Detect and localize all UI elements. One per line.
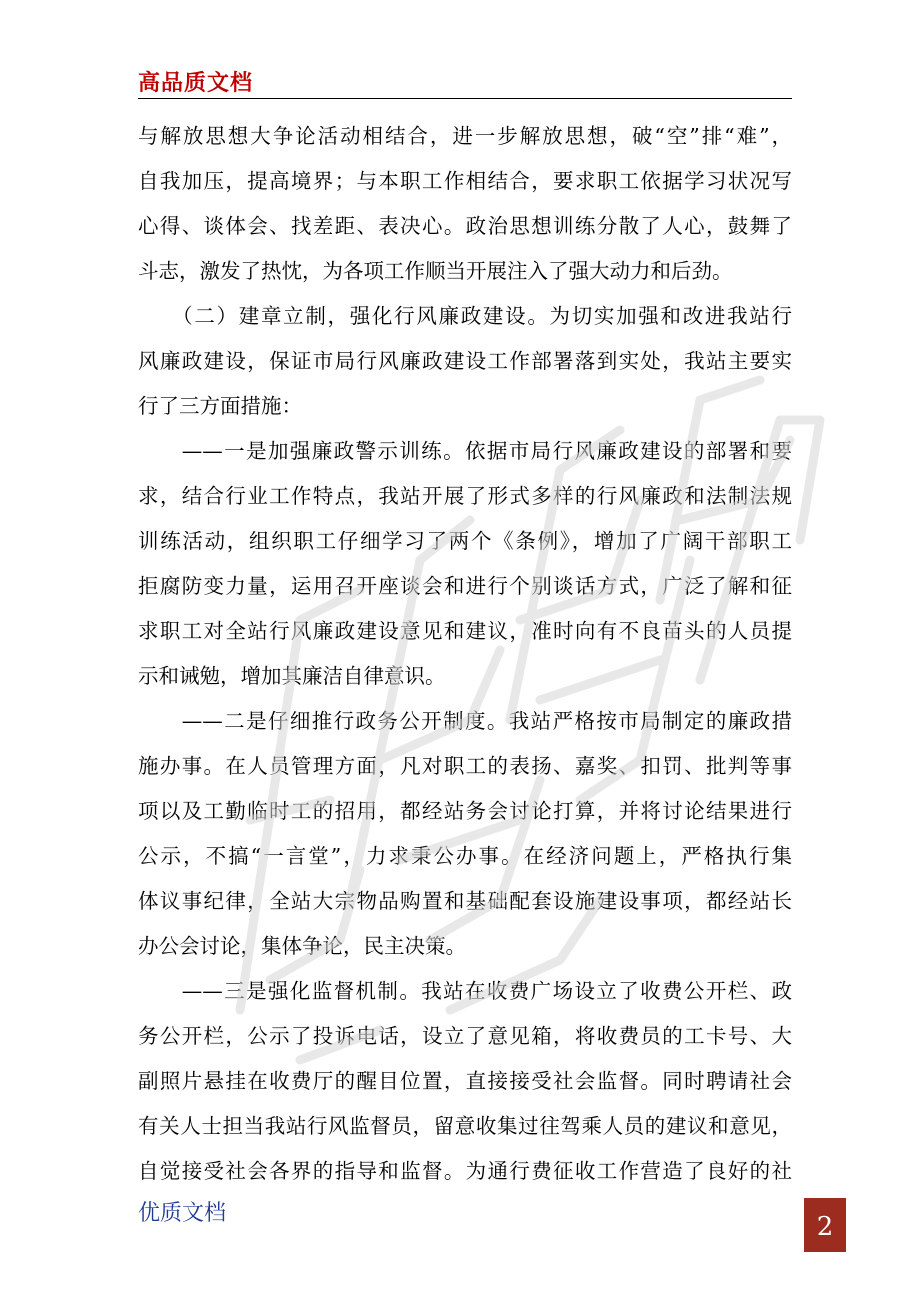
page-number-badge: 2 [804,1198,846,1252]
text-line: 求职工对全站行风廉政建设意见和建议，准时向有不良苗头的人员提 [138,619,792,643]
text-line: 办公会讨论，集体争论，民主决策。 [138,934,466,958]
text-line: 施办事。在人员管理方面，凡对职工的表扬、嘉奖、扣罚、批判等事 [138,754,792,778]
document-body [138,114,792,1194]
text-line: ——一是加强廉政警示训练。依据市局行风廉政建设的部署和要 [138,439,792,463]
text-line: 副照片悬挂在收费厅的醒目位置，直接接受社会监督。同时聘请社会 [138,1069,792,1093]
text-line: 公示，不搞“一言堂”，力求秉公办事。在经济问题上，严格执行集 [138,844,792,868]
text-line: ——二是仔细推行政务公开制度。我站严格按市局制定的廉政措 [138,709,792,733]
text-line: 自我加压，提高境界；与本职工作相结合，要求职工依据学习状况写 [138,169,792,193]
text-line: 求，结合行业工作特点，我站开展了形式多样的行风廉政和法制法规 [138,484,792,508]
text-line: 务公开栏，公示了投诉电话，设立了意见箱，将收费员的工卡号、大 [138,1024,792,1048]
text-line: ——三是强化监督机制。我站在收费广场设立了收费公开栏、政 [138,979,792,1003]
text-line: 行了三方面措施： [138,394,302,418]
text-line: 斗志，激发了热忱，为各项工作顺当开展注入了强大动力和后劲。 [138,259,733,283]
text-line: 心得、谈体会、找差距、表决心。政治思想训练分散了人心，鼓舞了 [138,214,792,238]
footer-title: 优质文档 [138,1201,227,1226]
text-line: （二）建章立制，强化行风廉政建设。为切实加强和改进我站行 [138,304,792,328]
text-line: 与解放思想大争论活动相结合，进一步解放思想，破“空”排“难”， [138,124,792,148]
text-line: 拒腐防变力量，运用召开座谈会和进行个别谈话方式，广泛了解和征 [138,574,792,598]
text-line: 风廉政建设，保证市局行风廉政建设工作部署落到实处，我站主要实 [138,349,792,373]
text-line: 有关人士担当我站行风监督员，留意收集过往驾乘人员的建议和意见， [138,1114,792,1138]
text-line: 项以及工勤临时工的招用，都经站务会讨论打算，并将讨论结果进行 [138,799,792,823]
text-line: 示和诫勉，增加其廉洁自律意识。 [138,664,446,688]
header-title: 高品质文档 [138,70,254,96]
text-line: 训练活动，组织职工仔细学习了两个《条例》，增加了广阔干部职工 [138,529,792,553]
text-line: 体议事纪律，全站大宗物品购置和基础配套设施建设事项，都经站长 [138,889,792,913]
header-divider [138,98,792,99]
text-line: 自觉接受社会各界的指导和监督。为通行费征收工作营造了良好的社 [138,1159,792,1183]
